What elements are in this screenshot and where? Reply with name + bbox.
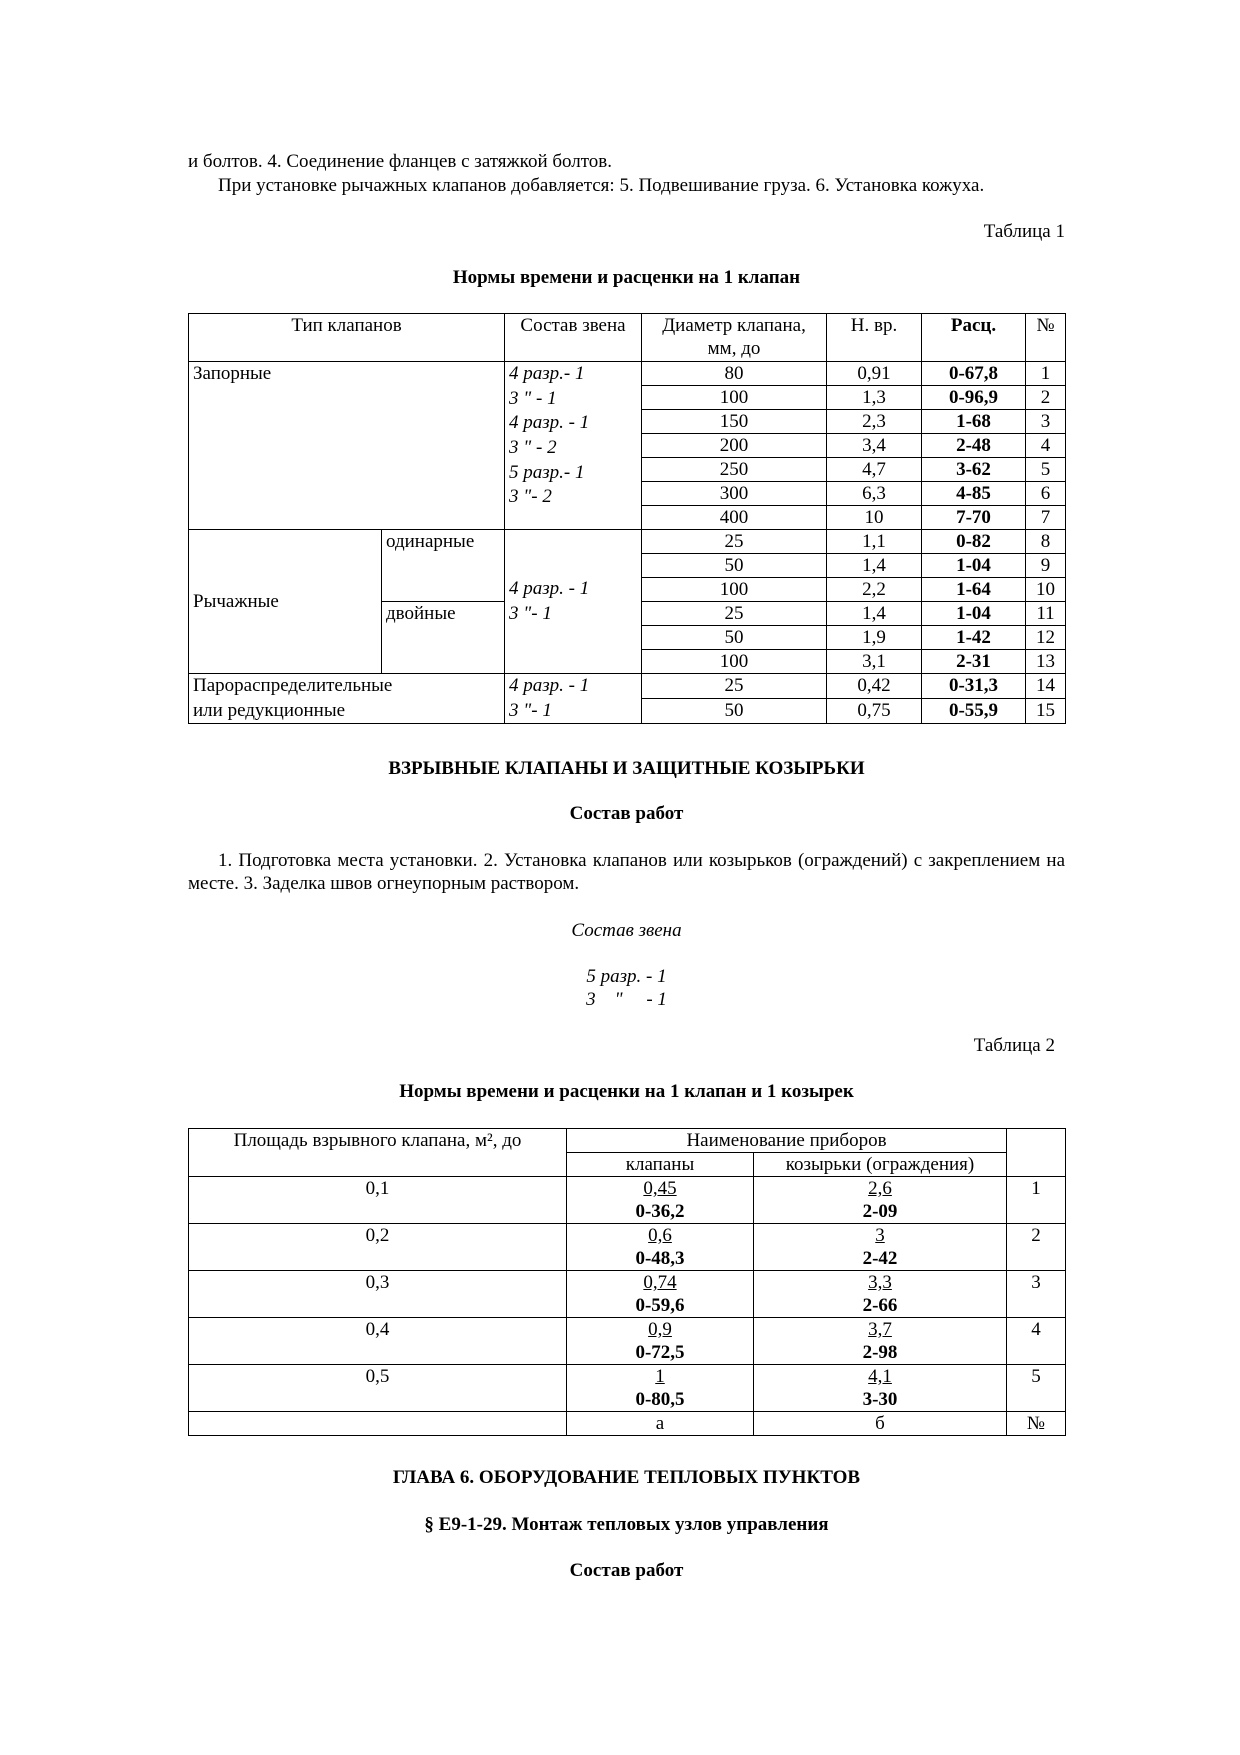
group-shutoff: Запорные — [189, 362, 505, 530]
table2-title: Нормы времени и расценки на 1 клапан и 1 козырек — [399, 1081, 854, 1102]
group-steam-line: или редукционные — [193, 699, 346, 721]
visor-norm: 4,1 — [868, 1366, 892, 1387]
cell-norm: 2,2 — [827, 578, 922, 602]
work-title: Состав работ — [569, 803, 684, 824]
table-row — [189, 1177, 1066, 1224]
section-heading: ВЗРЫВНЫЕ КЛАПАНЫ И ЗАЩИТНЫЕ КОЗЫРЬКИ — [388, 758, 865, 779]
valve-rate: 0-36,2 — [635, 1201, 685, 1222]
header-area: Площадь взрывного клапана, м², до — [189, 1129, 567, 1177]
crew-line: 3 " - 2 — [509, 437, 557, 459]
cell-rate: 0-67,8 — [922, 362, 1026, 386]
cell-no: 8 — [1026, 530, 1066, 554]
valve-rate: 0-72,5 — [635, 1342, 685, 1363]
valve-rate: 0-48,3 — [635, 1248, 685, 1269]
cell-diameter: 250 — [642, 458, 827, 482]
visor-norm: 3,7 — [868, 1319, 892, 1340]
subgroup-single: одинарные — [382, 530, 505, 602]
visor-norm: 2,6 — [868, 1178, 892, 1199]
crew-line: 3 "- 2 — [509, 486, 552, 508]
crew-line-2: 3 " - 1 — [586, 989, 667, 1010]
footer-no: № — [1007, 1412, 1066, 1436]
table-row — [189, 1271, 1066, 1318]
table2-label: Таблица 2 — [973, 1035, 1055, 1056]
cell-area: 0,3 — [189, 1271, 567, 1318]
header-norm: Н. вр. — [827, 314, 922, 362]
crew-line: 4 разр. - 1 — [509, 412, 590, 434]
cell-visor — [754, 1318, 1007, 1365]
table-row — [189, 1365, 1066, 1412]
cell-valve — [567, 1177, 754, 1224]
visor-rate: 2-42 — [862, 1248, 898, 1269]
crew-cell — [505, 674, 642, 724]
paragraph-heading: § Е9-1-29. Монтаж тепловых узлов управления — [424, 1514, 829, 1535]
cell-visor — [754, 1224, 1007, 1271]
cell-rate: 1-04 — [922, 602, 1026, 626]
group-steam-line: Парораспределительные — [193, 675, 393, 696]
cell-diameter: 50 — [642, 699, 827, 724]
cell-no: 5 — [1007, 1365, 1066, 1412]
cell-rate: 1-64 — [922, 578, 1026, 602]
cell-norm: 0,42 — [827, 674, 922, 699]
table-row — [189, 362, 1066, 386]
cell-no: 1 — [1007, 1177, 1066, 1224]
cell-rate: 0-31,3 — [922, 674, 1026, 699]
crew-line: 3 " - 1 — [509, 387, 557, 409]
cell-no: 7 — [1026, 506, 1066, 530]
cell-rate: 4-85 — [922, 482, 1026, 506]
cell-rate: 1-42 — [922, 626, 1026, 650]
cell-visor — [754, 1365, 1007, 1412]
cell-norm: 3,1 — [827, 650, 922, 674]
work-text: 1. Подготовка места установки. 2. Установка клапанов или козырьков (ограждений) с закреплением на месте. 3. Заделка швов огнеупорным раствором. — [188, 850, 1065, 894]
cell-no: 4 — [1007, 1318, 1066, 1365]
cell-norm: 3,4 — [827, 434, 922, 458]
cell-diameter: 25 — [642, 530, 827, 554]
cell-norm: 1,1 — [827, 530, 922, 554]
table-row — [189, 530, 1066, 554]
table1-title: Нормы времени и расценки на 1 клапан — [452, 267, 801, 288]
cell-rate: 1-68 — [922, 410, 1026, 434]
cell-valve — [567, 1318, 754, 1365]
cell-no: 6 — [1026, 482, 1066, 506]
cell-visor — [754, 1177, 1007, 1224]
cell-diameter: 80 — [642, 362, 827, 386]
valve-norm: 1 — [655, 1366, 665, 1387]
cell-no: 2 — [1007, 1224, 1066, 1271]
cell-rate: 0-82 — [922, 530, 1026, 554]
cell-diameter: 300 — [642, 482, 827, 506]
cell-diameter: 100 — [642, 650, 827, 674]
header-valves: клапаны — [567, 1153, 754, 1177]
table-norms-explosion-valves — [188, 1128, 1066, 1436]
table-row — [189, 1318, 1066, 1365]
header-crew: Состав звена — [505, 314, 642, 362]
crew-line: 5 разр.- 1 — [509, 461, 585, 483]
cell-norm: 2,3 — [827, 410, 922, 434]
cell-no: 15 — [1026, 699, 1066, 724]
cell-norm: 6,3 — [827, 482, 922, 506]
table-header-row — [189, 1129, 1066, 1153]
cell-no: 13 — [1026, 650, 1066, 674]
cell-diameter: 25 — [642, 602, 827, 626]
cell-norm: 10 — [827, 506, 922, 530]
cell-no: 2 — [1026, 386, 1066, 410]
crew-line: 3 "- 1 — [509, 699, 552, 721]
cell-rate: 0-96,9 — [922, 386, 1026, 410]
table-header-row — [189, 314, 1066, 362]
subgroup-double: двойные — [382, 602, 505, 674]
visor-rate: 2-98 — [862, 1342, 898, 1363]
cell-norm: 1,4 — [827, 554, 922, 578]
visor-rate: 3-30 — [862, 1389, 898, 1410]
cell-diameter: 200 — [642, 434, 827, 458]
header-empty — [1007, 1129, 1066, 1177]
header-type: Тип клапанов — [189, 314, 505, 362]
valve-rate: 0-59,6 — [635, 1295, 685, 1316]
crew-cell — [505, 530, 642, 674]
visor-norm: 3,3 — [868, 1272, 892, 1293]
cell-no: 14 — [1026, 674, 1066, 699]
crew-line: 4 разр. - 1 — [509, 675, 590, 696]
cell-no: 1 — [1026, 362, 1066, 386]
cell-rate: 7-70 — [922, 506, 1026, 530]
cell-rate: 2-48 — [922, 434, 1026, 458]
intro-line-1: и болтов. 4. Соединение фланцев с затяжкой болтов. — [188, 151, 613, 172]
cell-norm: 0,75 — [827, 699, 922, 724]
cell-norm: 1,9 — [827, 626, 922, 650]
cell-area: 0,5 — [189, 1365, 567, 1412]
table-footer-row — [189, 1412, 1066, 1436]
cell-rate: 3-62 — [922, 458, 1026, 482]
cell-valve — [567, 1365, 754, 1412]
cell-norm: 1,4 — [827, 602, 922, 626]
cell-valve — [567, 1271, 754, 1318]
cell-no: 3 — [1007, 1271, 1066, 1318]
cell-rate: 0-55,9 — [922, 699, 1026, 724]
visor-norm: 3 — [875, 1225, 885, 1246]
chapter-work-title: Состав работ — [569, 1560, 684, 1581]
cell-area: 0,4 — [189, 1318, 567, 1365]
cell-rate: 2-31 — [922, 650, 1026, 674]
cell-no: 3 — [1026, 410, 1066, 434]
group-lever: Рычажные — [189, 530, 382, 674]
header-rate: Расц. — [922, 314, 1026, 362]
table-norms-valves — [188, 313, 1066, 724]
cell-diameter: 100 — [642, 578, 827, 602]
group-steam — [189, 674, 505, 724]
cell-area: 0,2 — [189, 1224, 567, 1271]
cell-diameter: 150 — [642, 410, 827, 434]
cell-no: 4 — [1026, 434, 1066, 458]
crew-cell — [505, 362, 642, 530]
header-visors: козырьки (ограждения) — [754, 1153, 1007, 1177]
cell-no: 5 — [1026, 458, 1066, 482]
cell-diameter: 100 — [642, 386, 827, 410]
table-row — [189, 1224, 1066, 1271]
cell-rate: 1-04 — [922, 554, 1026, 578]
cell-no: 9 — [1026, 554, 1066, 578]
visor-rate: 2-66 — [862, 1295, 898, 1316]
cell-norm: 0,91 — [827, 362, 922, 386]
valve-norm: 0,74 — [643, 1272, 677, 1293]
cell-no: 12 — [1026, 626, 1066, 650]
footer-empty — [189, 1412, 567, 1436]
cell-diameter: 400 — [642, 506, 827, 530]
cell-visor — [754, 1271, 1007, 1318]
intro-line-2: При установке рычажных клапанов добавляется: 5. Подвешивание груза. 6. Установка кожуха. — [218, 175, 985, 196]
valve-rate: 0-80,5 — [635, 1389, 685, 1410]
header-devices: Наименование приборов — [567, 1129, 1007, 1153]
cell-no: 10 — [1026, 578, 1066, 602]
chapter-heading: ГЛАВА 6. ОБОРУДОВАНИЕ ТЕПЛОВЫХ ПУНКТОВ — [392, 1467, 861, 1488]
cell-no: 11 — [1026, 602, 1066, 626]
crew-title: Состав звена — [571, 920, 682, 941]
table1-label: Таблица 1 — [983, 221, 1065, 242]
cell-valve — [567, 1224, 754, 1271]
cell-diameter: 50 — [642, 554, 827, 578]
header-diameter: Диаметр клапана, мм, до — [642, 314, 827, 362]
visor-rate: 2-09 — [862, 1201, 898, 1222]
valve-norm: 0,45 — [643, 1178, 677, 1199]
crew-line-1: 5 разр. - 1 — [586, 966, 667, 987]
valve-norm: 0,6 — [648, 1225, 672, 1246]
crew-line: 4 разр. - 1 — [509, 577, 590, 599]
footer-b: б — [754, 1412, 1007, 1436]
header-no: № — [1026, 314, 1066, 362]
cell-area: 0,1 — [189, 1177, 567, 1224]
footer-a: а — [567, 1412, 754, 1436]
cell-norm: 1,3 — [827, 386, 922, 410]
crew-line: 3 "- 1 — [509, 602, 552, 624]
cell-norm: 4,7 — [827, 458, 922, 482]
crew-line: 4 разр.- 1 — [509, 363, 585, 384]
cell-diameter: 25 — [642, 674, 827, 699]
table-row — [189, 674, 1066, 699]
cell-diameter: 50 — [642, 626, 827, 650]
valve-norm: 0,9 — [648, 1319, 672, 1340]
